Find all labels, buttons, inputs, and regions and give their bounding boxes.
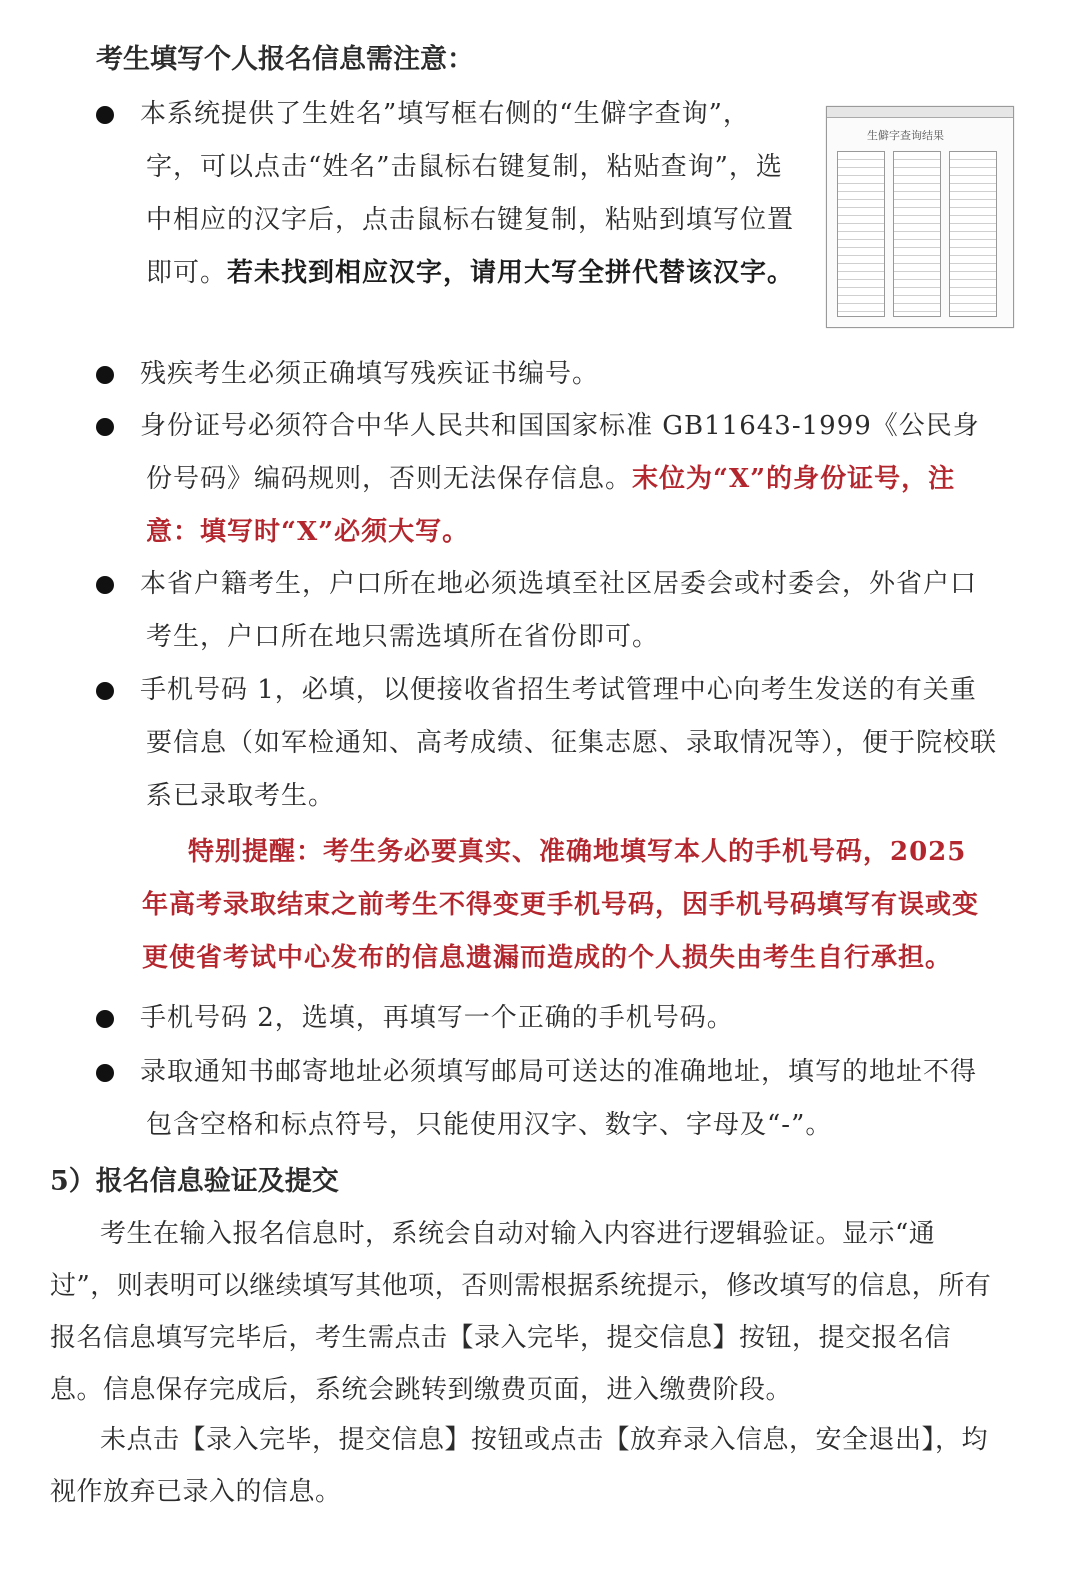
- bullet-icon: [96, 106, 114, 124]
- item-phone-2: 手机号码 2，选填，再填写一个正确的手机号码。: [140, 1003, 734, 1033]
- item-mailing-address: 录取通知书邮寄地址必须填写邮局可送达的准确地址，填写的地址不得包含空格和标点符号，只能使用汉字、数字、字母及“-”。: [140, 1057, 978, 1140]
- bullet-icon: [96, 682, 114, 700]
- section-title: 5）报名信息验证及提交: [50, 1166, 339, 1197]
- item-name-lookup: 本系统提供了生姓名”填写框右侧的“生僻字查询”，字，可以点击“姓名”击鼠标右键复制，粘贴查询”，选中相应的汉字后，点击鼠标右键复制，粘贴到填写位置即可。若未找到相应汉字，请用大写全拼代替该汉字。: [140, 99, 795, 288]
- abandon-paragraph: 未点击【录入完毕，提交信息】按钮或点击【放弃录入信息，安全退出】，均视作放弃已录入的信息。: [50, 1425, 989, 1507]
- rare-character-lookup-screenshot: [826, 106, 1014, 328]
- special-reminder: 特别提醒：考生务必要真实、准确地填写本人的手机号码，2025 年高考录取结束之前考生不得变更手机号码，因手机号码填写有误或变更使省考试中心发布的信息遗漏而造成的个人损失由考生自行承担。: [142, 837, 980, 973]
- bullet-icon: [96, 1064, 114, 1082]
- bullet-icon: [96, 418, 114, 436]
- verification-paragraph: 考生在输入报名信息时，系统会自动对输入内容进行逻辑验证。显示“通过”，则表明可以继续填写其他项，否则需根据系统提示，修改填写的信息，所有报名信息填写完毕后，考生需点击【录入完毕，提交信息】按钮，提交报名信息。信息保存完成后，系统会跳转到缴费页面，进入缴费阶段。: [50, 1219, 992, 1405]
- item-household: 本省户籍考生，户口所在地必须选填至社区居委会或村委会，外省户口考生，户口所在地只需选填所在省份即可。: [140, 569, 978, 652]
- item-id-number: 身份证号必须符合中华人民共和国国家标准 GB11643-1999《公民身份号码》编码规则，否则无法保存信息。末位为“X”的身份证号，注意：填写时“X”必须大写。: [140, 411, 980, 547]
- thumbnail-title: 生僻字查询结果: [867, 129, 944, 142]
- notice-heading: 考生填写个人报名信息需注意：: [96, 44, 474, 75]
- bullet-icon: [96, 576, 114, 594]
- item-phone-1: 手机号码 1，必填，以便接收省招生考试管理中心向考生发送的有关重要信息（如军检通知、高考成绩、征集志愿、录取情况等），便于院校联系已录取考生。: [140, 675, 998, 811]
- bullet-icon: [96, 366, 114, 384]
- item-disability: 残疾考生必须正确填写残疾证书编号。: [140, 359, 600, 389]
- bullet-icon: [96, 1010, 114, 1028]
